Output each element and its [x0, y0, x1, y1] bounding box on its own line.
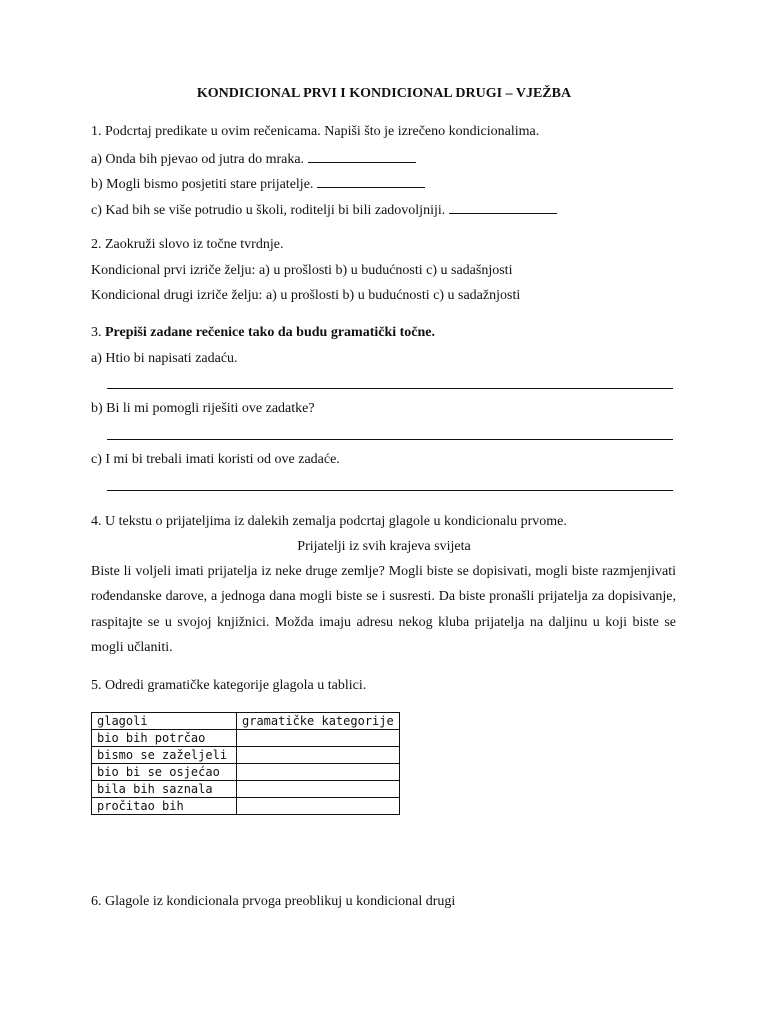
task3-item-a: a) Htio bi napisati zadaću.: [91, 351, 238, 366]
table-cell-answer[interactable]: [237, 781, 400, 798]
task1-item-a: [91, 150, 416, 168]
table-cell-verb: bio bi se osjećao: [92, 764, 237, 781]
task1-heading: 1. Podcrtaj predikate u ovim rečenicama. Napiši što je izrečeno kondicionalima.: [91, 124, 540, 139]
task3-number: 3.: [91, 325, 102, 340]
task1-item-c-text: c) Kad bih se više potrudio u školi, roditelji bi bili zadovoljniji.: [91, 203, 446, 218]
worksheet-title: KONDICIONAL PRVI I KONDICIONAL DRUGI – VJEŽBA: [196, 86, 572, 101]
task3-item-b: b) Bi li mi pomogli riješiti ove zadatke?: [91, 401, 315, 416]
task5-heading: 5. Odredi gramatičke kategorije glagola u tablici.: [91, 678, 367, 693]
task1-item-a-blank[interactable]: [308, 150, 416, 163]
table-cell-verb: bismo se zaželjeli: [92, 747, 237, 764]
table-cell-verb: bila bih saznala: [92, 781, 237, 798]
table-cell-answer[interactable]: [237, 747, 400, 764]
task4-paragraph: Biste li voljeli imati prijatelja iz neke druge zemlje? Mogli biste se dopisivati, mogli biste razmjenjivati rođendanske darove, a jednoga dana mogli biste se i susresti. Da biste pronašli prijatelja za dopisivanje, raspitajte se u svojoj knjižnici. Možda imaju adresu nekog kluba prijatelja na daljinu u koji biste se mogli učlaniti.: [91, 564, 676, 656]
table-row: [92, 764, 400, 781]
table-cell-answer[interactable]: [237, 730, 400, 747]
task1-item-b-blank[interactable]: [317, 175, 425, 188]
task1-item-b: [91, 175, 425, 193]
task3-heading: [91, 325, 435, 341]
table-cell-answer[interactable]: [237, 798, 400, 815]
task4-heading: 4. U tekstu o prijateljima iz dalekih zemalja podcrtaj glagole u kondicionalu prvome.: [91, 514, 567, 529]
task3-item-c: c) I mi bi trebali imati koristi od ove zadaće.: [91, 452, 340, 467]
table-header-glagoli: glagoli: [92, 713, 237, 730]
task6-heading: 6. Glagole iz kondicionala prvoga preoblikuj u kondicional drugi: [91, 894, 456, 909]
table-cell-verb: bio bih potrčao: [92, 730, 237, 747]
task2-line-2: Kondicional drugi izriče želju: a) u prošlosti b) u budućnosti c) u sadažnjosti: [91, 288, 521, 303]
task4-text-title: Prijatelji iz svih krajeva svijeta: [297, 539, 471, 554]
table-row: [92, 781, 400, 798]
task2-heading: 2. Zaokruži slovo iz točne tvrdnje.: [91, 237, 284, 252]
table-row: [92, 747, 400, 764]
task3-answer-line-a[interactable]: [107, 388, 673, 389]
task2-line-1: Kondicional prvi izriče želju: a) u prošlosti b) u budućnosti c) u sadašnjosti: [91, 263, 513, 278]
task1-item-c-blank[interactable]: [449, 201, 557, 214]
task1-item-b-text: b) Mogli bismo posjetiti stare prijatelje.: [91, 177, 314, 192]
task3-heading-text: Prepiši zadane rečenice tako da budu gramatički točne.: [105, 325, 436, 340]
task3-answer-line-c[interactable]: [107, 490, 673, 491]
table-cell-verb: pročitao bih: [92, 798, 237, 815]
task1-item-a-text: a) Onda bih pjevao od jutra do mraka.: [91, 152, 305, 167]
table-header-kategorije: gramatičke kategorije: [237, 713, 400, 730]
table-row: [92, 798, 400, 815]
table-row: [92, 730, 400, 747]
grammar-categories-table: [91, 712, 400, 815]
table-cell-answer[interactable]: [237, 764, 400, 781]
table-header-row: [92, 713, 400, 730]
task1-item-c: [91, 201, 557, 219]
task3-answer-line-b[interactable]: [107, 439, 673, 440]
